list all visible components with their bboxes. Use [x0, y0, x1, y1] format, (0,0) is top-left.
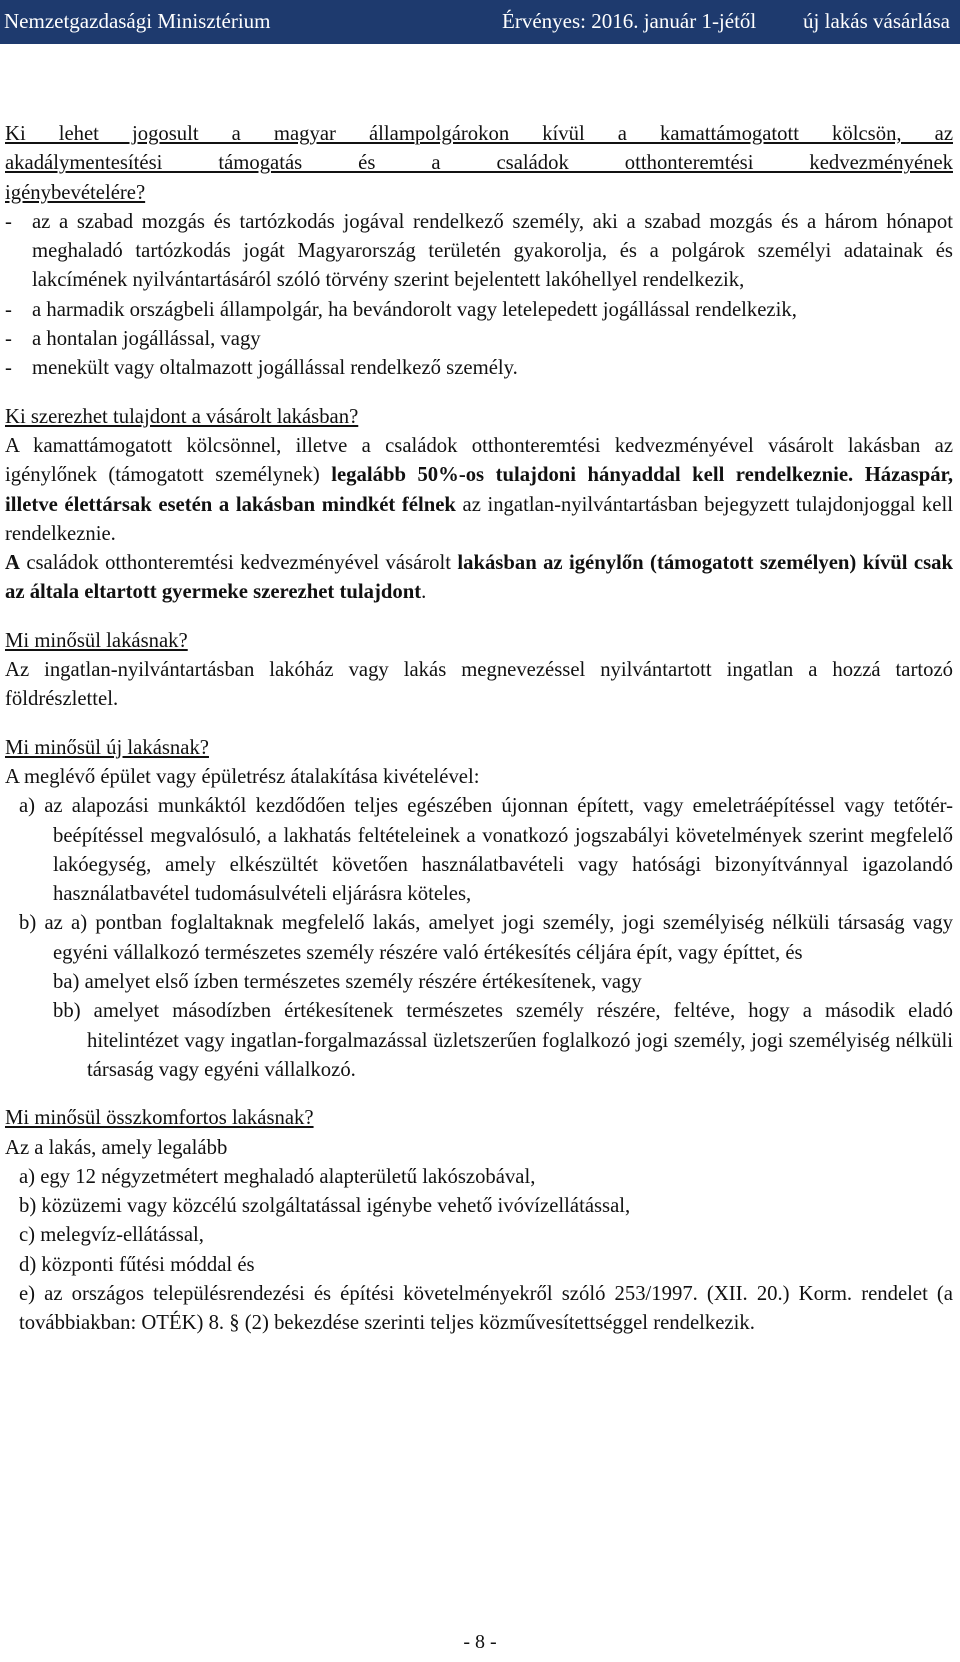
- dash-marker: -: [5, 328, 12, 351]
- full-comfort-item-c: c) melegvíz-ellátással,: [19, 1224, 204, 1247]
- ownership-emphasis: legalább 50%-os tulajdoni hányaddal kell rendelkeznie.: [331, 464, 854, 487]
- new-dwelling-item-bb: bb) amelyet másodízben értékesítenek természetes személy részére, feltéve, hogy a második eladó hitelintézet vagy ingatlan-forgalmazással üzletszerűen foglalkozó jogi személy, jogi személyiség nélküli társaság vagy egyéni vállalkozó.: [53, 1000, 953, 1081]
- dash-marker: -: [5, 298, 12, 321]
- eligibility-list-item: [5, 354, 953, 383]
- eligibility-item-text: menekült vagy oltalmazott jogállással rendelkező személy.: [32, 357, 518, 380]
- ownership-paragraph-2: [5, 549, 953, 608]
- new-dwelling-item-ba: ba) amelyet első ízben természetes személy részére értékesítenek, vagy: [53, 971, 642, 994]
- full-comfort-item-b: b) közüzemi vagy közcélú szolgáltatással igénybe vehető ivóvízellátással,: [19, 1195, 631, 1218]
- section-new-dwelling-question: Mi minősül új lakásnak?: [5, 736, 209, 759]
- ownership-emphasis: A: [5, 552, 20, 575]
- ownership-text: [853, 464, 864, 486]
- full-comfort-intro: Az a lakás, amely legalább: [5, 1136, 228, 1159]
- new-dwelling-intro: A meglévő épület vagy épületrész átalakítása kivételével:: [5, 765, 480, 788]
- header-topic: új lakás vásárlása: [803, 9, 950, 33]
- document-body: [5, 120, 953, 1339]
- full-comfort-item-e: e) az országos településrendezési és építési követelményekről szóló 253/1997. (XII. 20.) Korm. rendelet (a továbbiakban: OTÉK) 8. § (2) bekezdése szerinti teljes közművesítettséggel rendelkezik.: [19, 1282, 953, 1335]
- section-dwelling-question: Mi minősül lakásnak?: [5, 629, 188, 652]
- ownership-text: A kamattámogatott kölcsönnel, illetve a családok otthonteremtési kedvezményével vásárolt lakásban az igénylőnek (támogatott személynek): [5, 434, 953, 487]
- section-eligibility-question-line-3: igénybevételére?: [5, 181, 146, 204]
- ownership-paragraph-1: [5, 432, 953, 549]
- header-validity: Érvényes: 2016. január 1-jétől: [502, 9, 757, 33]
- section-eligibility-question-line-2: akadálymentesítési támogatás és a családok otthonteremtési kedvezményének: [5, 152, 953, 175]
- new-dwelling-item-a: a) az alapozási munkáktól kezdődően teljes egészében újonnan épített, vagy emeletráépítéssel vagy tetőtér-beépítéssel megvalósuló, a lakhatás feltételeinek a vonatkozó jogszabályi követelmények szerint megfelelő lakóegység, amely elkészültét követően használatbavételi vagy hatósági bizonyítvánnyal igazolandó használatbavétel tudomásulvételi eljárásra köteles,: [19, 795, 953, 906]
- eligibility-list-item: [5, 325, 953, 354]
- eligibility-list-item: [5, 208, 953, 296]
- page-header: [0, 0, 960, 44]
- eligibility-item-text: az a szabad mozgás és tartózkodás jogával rendelkező személy, aki a szabad mozgás és a három hónapot meghaladó tartózkodás jogát Magyarország területén gyakorolja, és a polgárok személyi adatainak és lakcímének nyilvántartásáról szóló törvény szerint bejelentett lakóhellyel rendelkezik,: [32, 210, 953, 292]
- header-ministry: Nemzetgazdasági Minisztérium: [4, 9, 271, 33]
- eligibility-list-item: [5, 296, 953, 325]
- section-full-comfort-question: Mi minősül összkomfortos lakásnak?: [5, 1107, 314, 1130]
- ownership-text: az ingatlan-nyilvántartásban bejegyzett tulajdonjoggal kell rendelkeznie.: [5, 493, 953, 545]
- section-ownership-question: Ki szerezhet tulajdont a vásárolt lakásban?: [5, 405, 359, 428]
- eligibility-item-text: a harmadik országbeli állampolgár, ha bevándorolt vagy letelepedett jogállással rendelkezik,: [32, 298, 797, 321]
- dash-marker: -: [5, 210, 12, 233]
- full-comfort-item-d: d) központi fűtési móddal és: [19, 1253, 255, 1276]
- dwelling-paragraph: Az ingatlan-nyilvántartásban lakóház vagy lakás megnevezéssel nyilvántartott ingatlan a hozzá tartozó földrészlettel.: [5, 659, 953, 711]
- full-comfort-item-a: a) egy 12 négyzetmétert meghaladó alapterületű lakószobával,: [19, 1165, 536, 1188]
- page-number: - 8 -: [463, 1631, 497, 1653]
- ownership-emphasis: lakásban az igénylőn (támogatott személyen) kívül csak az általa eltartott gyermeke szerezhet tulajdont: [5, 552, 953, 604]
- ownership-text: .: [421, 581, 427, 604]
- ownership-emphasis: Házaspár, illetve élettársak esetén a lakásban mindkét félnek: [5, 464, 954, 516]
- eligibility-item-text: a hontalan jogállással, vagy: [32, 328, 261, 351]
- dash-marker: -: [5, 357, 12, 380]
- new-dwelling-item-b: b) az a) pontban foglaltaknak megfelelő lakás, amelyet jogi személy, jogi személyiség nélküli társaság vagy egyéni vállalkozó természetes személy részére való értékesítés céljára épít, vagy építtet, és: [19, 912, 953, 964]
- section-eligibility-question-line-1: Ki lehet jogosult a magyar állampolgárokon kívül a kamattámogatott kölcsön, az: [5, 123, 953, 145]
- ownership-text: családok otthonteremtési kedvezményével vásárolt: [19, 552, 458, 575]
